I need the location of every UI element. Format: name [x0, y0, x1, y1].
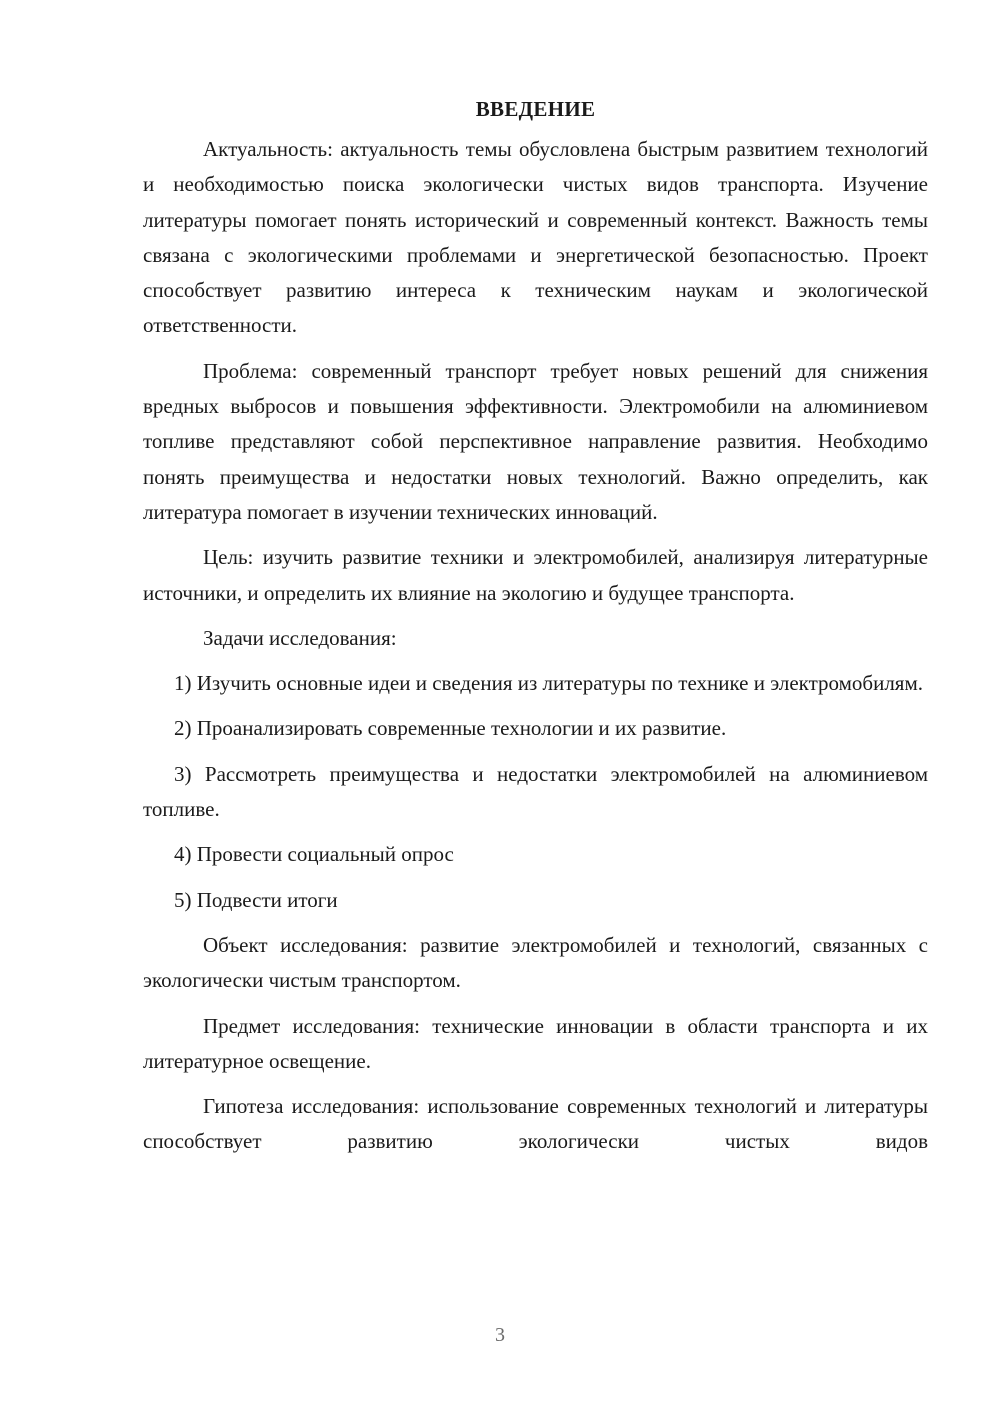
hypothesis-paragraph: Гипотеза исследования: использование современных технологий и литературы способствует развитию экологически чистых видов: [143, 1094, 928, 1154]
relevance-paragraph: Актуальность: актуальность темы обусловлена быстрым развитием технологий и необходимостью поиска экологически чистых видов транспорта. Изучение литературы помогает понять исторический и современный контекст. Важность темы связана с экологическими проблемами и энергетической безопасностью. Проект способствует развитию интереса к техническим наукам и экологической ответственности.: [143, 137, 928, 338]
page-number: 3: [495, 1324, 505, 1346]
section-title: ВВЕДЕНИЕ: [475, 97, 596, 121]
task-item-2: 2) Проанализировать современные технологии и их развитие.: [174, 716, 727, 741]
problem-paragraph: Проблема: современный транспорт требует новых решений для снижения вредных выбросов и повышения эффективности. Электромобили на алюминиевом топливе представляют собой перспективное направление развития. Необходимо понять преимущества и недостатки новых технологий. Важно определить, как литература помогает в изучении технических инноваций.: [143, 358, 928, 524]
task-item-5: 5) Подвести итоги: [174, 887, 338, 912]
task-item-1: 1) Изучить основные идеи и сведения из литературы по технике и электромобилям.: [174, 671, 923, 696]
object-paragraph: Объект исследования: развитие электромобилей и технологий, связанных с экологически чистым транспортом.: [143, 932, 928, 993]
document-page: [143, 92, 928, 1160]
subject-paragraph: Предмет исследования: технические инновации в области транспорта и их литературное освещение.: [143, 1013, 928, 1073]
goal-paragraph: Цель: изучить развитие техники и электромобилей, анализируя литературные источники, и определить их влияние на экологию и будущее транспорта.: [143, 545, 928, 605]
tasks-heading: Задачи исследования:: [203, 625, 397, 650]
task-item-3: 3) Рассмотреть преимущества и недостатки электромобилей на алюминиевом топливе.: [143, 761, 928, 822]
task-item-4: 4) Провести социальный опрос: [174, 842, 454, 867]
